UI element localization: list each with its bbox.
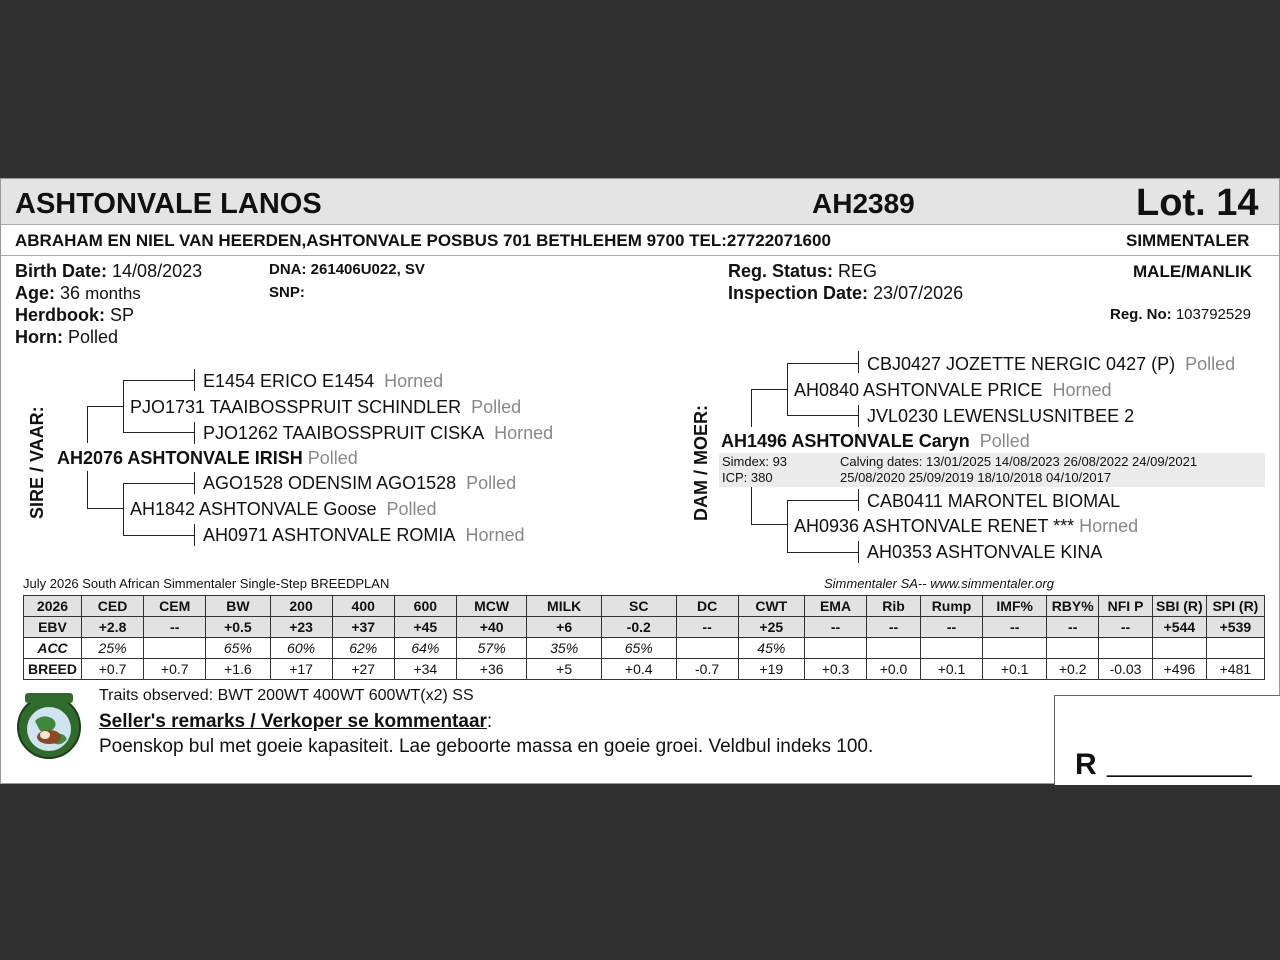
lot-card xyxy=(0,178,1280,784)
connector xyxy=(787,500,859,501)
table-cell: +0.7 xyxy=(144,659,206,680)
dam-sire: AH0840 ASHTONVALE PRICE Horned xyxy=(794,380,1112,400)
table-cell xyxy=(676,638,738,659)
table-cell xyxy=(804,638,866,659)
dam-dam-dam: AH0353 ASHTONVALE KINA xyxy=(867,542,1103,562)
table-cell xyxy=(920,638,982,659)
breed-name: SIMMENTALER xyxy=(1126,231,1250,250)
table-cell: +40 xyxy=(456,617,526,638)
connector xyxy=(751,487,752,524)
reg-status: Reg. Status: REG xyxy=(728,261,878,281)
table-cell: +34 xyxy=(394,659,456,680)
calving-dates-2: 25/08/2020 25/09/2019 18/10/2018 04/10/2017 xyxy=(840,470,1112,485)
horn-status: Horn: Polled xyxy=(15,327,119,347)
table-cell: +544 xyxy=(1152,617,1206,638)
table-cell: +17 xyxy=(270,659,332,680)
table-cell: 64% xyxy=(394,638,456,659)
table-row-breed xyxy=(24,659,1265,680)
header-bar xyxy=(1,179,1279,225)
table-cell: +37 xyxy=(332,617,394,638)
table-cell: CED xyxy=(82,596,144,617)
connector xyxy=(787,500,788,552)
table-cell: -0.2 xyxy=(601,617,676,638)
sire-dam-sire: AGO1528 ODENSIM AGO1528 Polled xyxy=(203,473,517,493)
table-cell: -0.03 xyxy=(1099,659,1153,680)
table-cell: Rib xyxy=(867,596,921,617)
breedplan-table xyxy=(23,595,1265,680)
table-cell: 35% xyxy=(527,638,602,659)
table-cell: -- xyxy=(676,617,738,638)
connector xyxy=(858,405,859,427)
table-cell: +0.5 xyxy=(206,617,270,638)
connector xyxy=(194,524,195,546)
connector xyxy=(751,389,787,390)
connector xyxy=(123,380,124,432)
sire-dam-dam: AH0971 ASHTONVALE ROMIA Horned xyxy=(203,525,525,545)
table-cell: EMA xyxy=(804,596,866,617)
dam-sire-dam: JVL0230 LEWENSLUSNITBEE 2 xyxy=(867,406,1135,426)
table-cell: +539 xyxy=(1206,617,1264,638)
traits-observed: Traits observed: BWT 200WT 400WT 600WT(x2) SS xyxy=(99,687,474,704)
table-cell: +25 xyxy=(738,617,804,638)
table-cell xyxy=(1047,638,1099,659)
price-line[interactable]: __________ xyxy=(1107,748,1252,778)
sire-sire-dam: PJO1262 TAAIBOSSPRUIT CISKA Horned xyxy=(203,423,554,443)
connector xyxy=(787,415,859,416)
table-row-acc xyxy=(24,638,1265,659)
table-cell: -- xyxy=(804,617,866,638)
age: Age: 36 months xyxy=(15,283,141,303)
price-box[interactable] xyxy=(1054,695,1280,785)
table-cell: -0.7 xyxy=(676,659,738,680)
table-cell: +0.7 xyxy=(82,659,144,680)
sex: MALE/MANLIK xyxy=(1133,262,1252,281)
snp: SNP: xyxy=(269,284,305,301)
table-cell: -- xyxy=(983,617,1047,638)
sire-name: AH2076 ASHTONVALE IRISH Polled xyxy=(57,448,358,468)
table-cell: +481 xyxy=(1206,659,1264,680)
dam-dam: AH0936 ASHTONVALE RENET *** Horned xyxy=(794,516,1139,536)
table-cell: 25% xyxy=(82,638,144,659)
table-row-label: EBV xyxy=(24,617,82,638)
dam-name: AH1496 ASHTONVALE Caryn Polled xyxy=(721,431,1030,451)
connector xyxy=(858,541,859,563)
breedplan-website: Simmentaler SA-- www.simmentaler.org xyxy=(824,576,1054,591)
table-cell: DC xyxy=(676,596,738,617)
table-cell: +27 xyxy=(332,659,394,680)
connector xyxy=(123,483,195,484)
connector xyxy=(751,389,752,427)
connector xyxy=(123,432,195,433)
table-cell: SC xyxy=(601,596,676,617)
table-cell: 65% xyxy=(206,638,270,659)
table-cell: BW xyxy=(206,596,270,617)
connector xyxy=(87,471,88,508)
table-cell: Rump xyxy=(920,596,982,617)
table-cell: +0.2 xyxy=(1047,659,1099,680)
dam-dam-sire: CAB0411 MARONTEL BIOMAL xyxy=(867,491,1121,511)
table-cell: SBI (R) xyxy=(1152,596,1206,617)
table-cell: IMF% xyxy=(983,596,1047,617)
table-cell xyxy=(983,638,1047,659)
table-row-label: BREED xyxy=(24,659,82,680)
sire-side-label: SIRE / VAAR: xyxy=(27,406,47,519)
connector xyxy=(858,489,859,511)
connector xyxy=(858,351,859,373)
connector xyxy=(87,508,123,509)
connector xyxy=(87,406,123,407)
table-cell: +0.4 xyxy=(601,659,676,680)
table-cell: CWT xyxy=(738,596,804,617)
table-cell: MCW xyxy=(456,596,526,617)
table-cell: +2.8 xyxy=(82,617,144,638)
table-cell: +1.6 xyxy=(206,659,270,680)
table-cell: -- xyxy=(867,617,921,638)
animal-name: ASHTONVALE LANOS xyxy=(15,188,322,220)
table-cell: +0.3 xyxy=(804,659,866,680)
table-cell: +0.1 xyxy=(920,659,982,680)
table-cell xyxy=(1099,638,1153,659)
table-cell xyxy=(867,638,921,659)
table-cell xyxy=(1152,638,1206,659)
table-row-label: 2026 xyxy=(24,596,82,617)
remarks-text: Poenskop bul met goeie kapasiteit. Lae geboorte massa en goeie groei. Veldbul indeks 100. xyxy=(99,736,874,757)
calving-dates: Calving dates: 13/01/2025 14/08/2023 26/08/2022 24/09/2021 xyxy=(840,454,1198,469)
price-currency: R xyxy=(1075,748,1097,781)
table-cell: +0.1 xyxy=(983,659,1047,680)
connector xyxy=(123,380,195,381)
table-cell: -- xyxy=(1047,617,1099,638)
connector xyxy=(194,472,195,494)
table-cell: +6 xyxy=(527,617,602,638)
connector xyxy=(787,363,788,415)
dam-sire-sire: CBJ0427 JOZETTE NERGIC 0427 (P) Polled xyxy=(867,354,1236,374)
table-cell xyxy=(1206,638,1264,659)
connector xyxy=(87,406,88,443)
breedplan-title: July 2026 South African Simmentaler Single-Step BREEDPLAN xyxy=(23,576,390,591)
table-cell: -- xyxy=(144,617,206,638)
animal-id: AH2389 xyxy=(812,188,915,219)
table-cell: 45% xyxy=(738,638,804,659)
sire-sire: PJO1731 TAAIBOSSPRUIT SCHINDLER Polled xyxy=(130,397,522,417)
table-cell: 200 xyxy=(270,596,332,617)
herdbook: Herdbook: SP xyxy=(15,305,135,325)
table-cell: RBY% xyxy=(1047,596,1099,617)
table-cell: +0.0 xyxy=(867,659,921,680)
inspection-date: Inspection Date: 23/07/2026 xyxy=(728,283,964,303)
connector xyxy=(751,524,787,525)
table-cell: +496 xyxy=(1152,659,1206,680)
owner-address: ABRAHAM EN NIEL VAN HEERDEN,ASHTONVALE POSBUS 701 BETHLEHEM 9700 TEL:27722071600 xyxy=(15,231,831,250)
connector xyxy=(194,422,195,444)
dam-performance-box xyxy=(719,453,1265,487)
connector xyxy=(123,535,195,536)
table-row-ebv xyxy=(24,617,1265,638)
table-cell: SPI (R) xyxy=(1206,596,1264,617)
connector xyxy=(787,552,859,553)
table-cell: 57% xyxy=(456,638,526,659)
table-cell: CEM xyxy=(144,596,206,617)
icp: ICP: 380 xyxy=(722,470,773,485)
remarks-heading: Seller's remarks / Verkoper se kommentaar: xyxy=(99,711,493,732)
lot-number: Lot. 14 xyxy=(1136,182,1259,224)
table-cell: 600 xyxy=(394,596,456,617)
table-cell: +19 xyxy=(738,659,804,680)
table-cell: NFI P xyxy=(1099,596,1153,617)
dna: DNA: 261406U022, SV xyxy=(269,261,425,278)
simmentaler-logo-icon xyxy=(13,691,85,759)
connector xyxy=(123,483,124,535)
table-cell: 400 xyxy=(332,596,394,617)
sire-dam: AH1842 ASHTONVALE Goose Polled xyxy=(130,499,437,519)
connector xyxy=(194,369,195,391)
sire-sire-sire: E1454 ERICO E1454 Horned xyxy=(203,371,444,391)
connector xyxy=(787,363,859,364)
table-cell: 62% xyxy=(332,638,394,659)
simdex: Simdex: 93 xyxy=(722,454,788,469)
table-cell: -- xyxy=(1099,617,1153,638)
table-row-label: ACC xyxy=(24,638,82,659)
table-cell: +23 xyxy=(270,617,332,638)
table-cell: +5 xyxy=(527,659,602,680)
owner-bar xyxy=(1,226,1279,256)
reg-no: Reg. No: 103792529 xyxy=(1110,306,1251,323)
table-header-row xyxy=(24,596,1265,617)
table-cell xyxy=(144,638,206,659)
dam-side-label: DAM / MOER: xyxy=(691,405,711,521)
table-cell: MILK xyxy=(527,596,602,617)
table-cell: +36 xyxy=(456,659,526,680)
birth-date: Birth Date: 14/08/2023 xyxy=(15,261,203,281)
table-cell: -- xyxy=(920,617,982,638)
table-cell: 60% xyxy=(270,638,332,659)
table-cell: +45 xyxy=(394,617,456,638)
table-cell: 65% xyxy=(601,638,676,659)
